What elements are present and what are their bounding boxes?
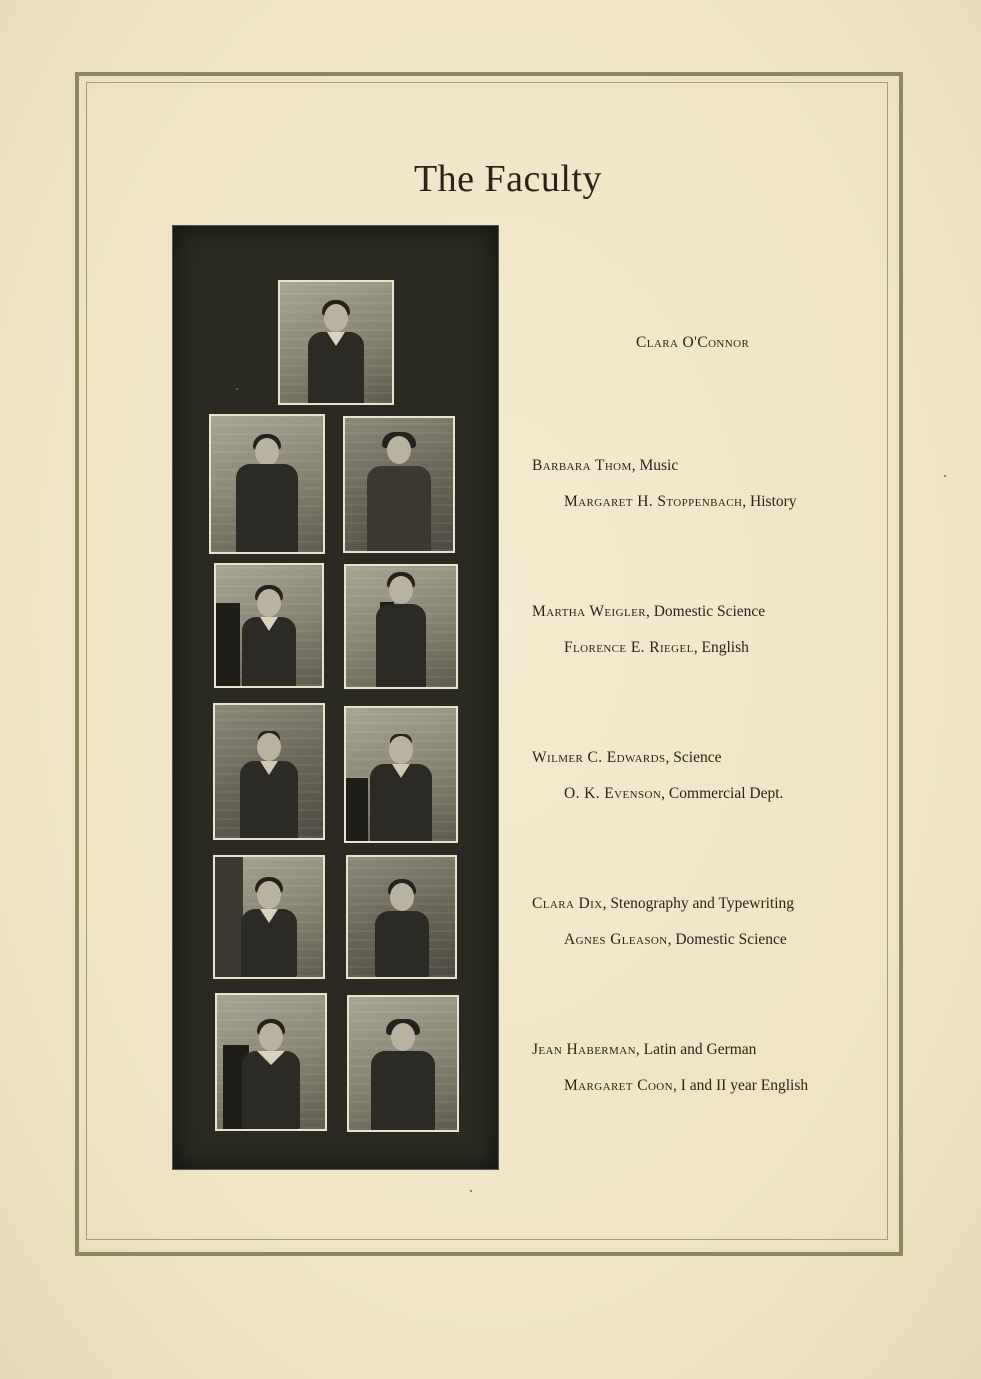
faculty-entry: Martha Weigler, Domestic Science	[532, 603, 766, 620]
faculty-subject: I and II year English	[680, 1077, 809, 1094]
faculty-subject: History	[750, 493, 797, 510]
faculty-name: Barbara Thom	[532, 457, 632, 474]
faculty-subject: English	[701, 639, 749, 656]
faculty-name: Jean Haberman	[532, 1041, 636, 1058]
faculty-name: Florence E. Riegel	[564, 639, 694, 656]
faculty-subject: Latin and German	[643, 1041, 757, 1058]
faculty-entry: Clara Dix, Stenography and Typewriting	[532, 895, 795, 912]
faculty-entry: Margaret H. Stoppenbach, History	[564, 493, 797, 510]
faculty-name: Margaret H. Stoppenbach	[564, 493, 743, 510]
faculty-subject: Commercial Dept.	[668, 785, 784, 802]
faculty-subject: Domestic Science	[675, 931, 787, 948]
page-title: The Faculty	[413, 158, 603, 200]
faculty-name: O. K. Evenson	[564, 785, 662, 802]
faculty-name: Clara Dix	[532, 895, 603, 912]
faculty-entry: Wilmer C. Edwards, Science	[532, 749, 722, 766]
faculty-entry: Agnes Gleason, Domestic Science	[564, 931, 787, 948]
faculty-entry: Jean Haberman, Latin and German	[532, 1041, 757, 1058]
faculty-subject: Domestic Science	[653, 603, 766, 620]
faculty-subject: Music	[639, 457, 679, 474]
faculty-name: Agnes Gleason	[564, 931, 668, 948]
faculty-entry: Florence E. Riegel, English	[564, 639, 749, 656]
faculty-subject: Stenography and Typewriting	[610, 895, 795, 912]
faculty-name: Margaret Coon	[564, 1077, 673, 1094]
faculty-entry: Barbara Thom, Music	[532, 457, 679, 474]
faculty-entry: Margaret Coon, I and II year English	[564, 1077, 809, 1094]
faculty-subject: Science	[673, 749, 722, 766]
faculty-name: Martha Weigler	[532, 603, 646, 620]
faculty-name: Clara O'Connor	[636, 334, 750, 351]
faculty-entry: O. K. Evenson, Commercial Dept.	[564, 785, 784, 802]
faculty-entry-principal	[636, 334, 749, 352]
faculty-name: Wilmer C. Edwards	[532, 749, 666, 766]
